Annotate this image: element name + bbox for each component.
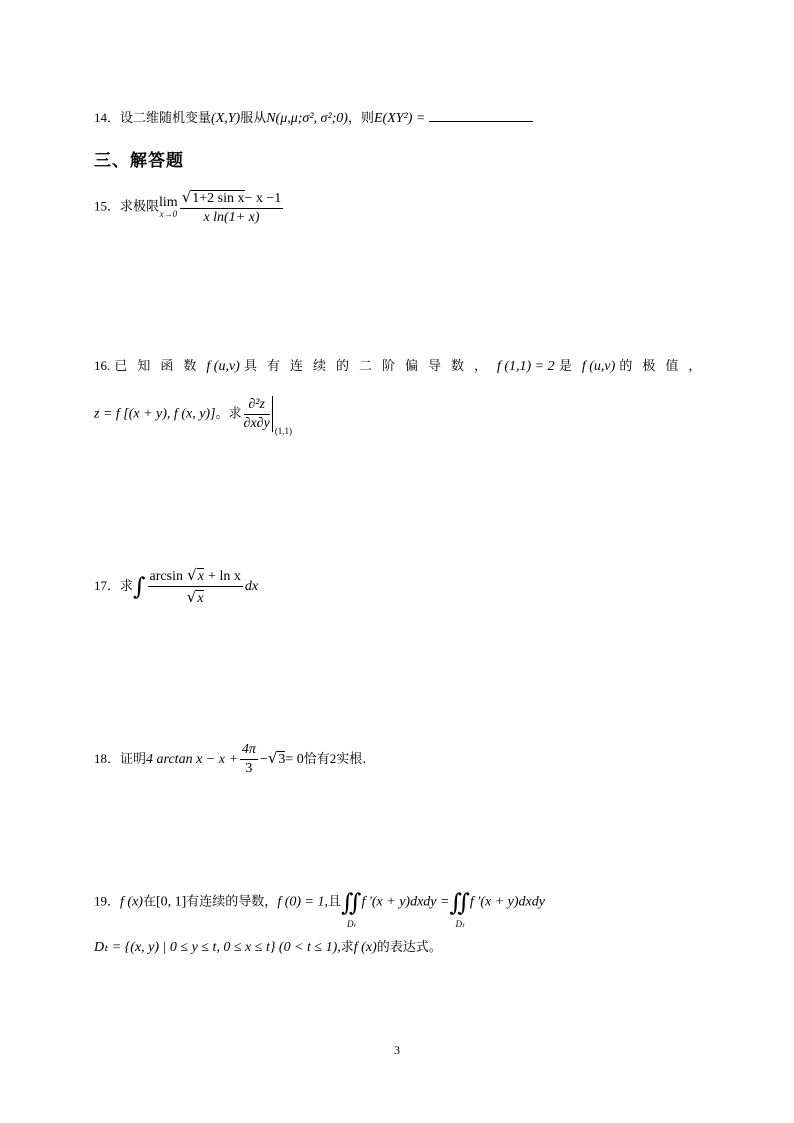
question-number: 17． [94, 578, 121, 593]
question-text: 求极限 [120, 199, 160, 215]
question-16 [94, 355, 711, 375]
pi-fraction: $\frac{4\pi}{3}$ [241, 742, 256, 776]
question-text: 的极值， [619, 359, 712, 374]
question-text: 。求 [215, 406, 242, 422]
question-text: ，则 [347, 111, 374, 126]
question-text: 求 [120, 579, 134, 594]
math-expr: (X,Y) [211, 111, 241, 126]
question-number: 18． [94, 751, 121, 766]
math-expr: dx [244, 579, 259, 594]
math-expr: Dₜ = {(x, y) | 0 ≤ y ≤ t, 0 ≤ x ≤ t} (0 < t ≤ 1), [94, 940, 341, 955]
double-integral-1: ∬ Dₜ [341, 888, 362, 929]
limit-fraction: $\frac{\text{√1+2 sin x− x −1}}{\text{x ln(1+ x)}}$ [181, 188, 282, 225]
question-19 [94, 888, 545, 929]
question-text: 恰有 [303, 752, 330, 767]
page-number: 3 [394, 1043, 400, 1057]
answer-blank [429, 109, 533, 122]
question-18 [94, 742, 366, 777]
math-expr: = 0 [285, 752, 304, 767]
math-expr: f (u,v) [206, 359, 240, 374]
math-expr: E(XY²) = [373, 111, 426, 126]
question-16-line2 [94, 396, 297, 436]
evaluation-bar: (1,1) [272, 396, 297, 432]
math-expr: f (u,v) [581, 359, 616, 374]
question-text: 的表达式。 [376, 940, 442, 955]
integrand-fraction: $\frac{\text{arcsin √x + ln x}}{√x}$ [149, 566, 241, 606]
math-expr: f (1,1) = 2 [497, 359, 555, 374]
question-text: 在 [142, 894, 156, 910]
question-17 [94, 566, 258, 607]
math-expr: 4 arctan x − x + [146, 752, 238, 767]
question-number: 16. [94, 358, 111, 373]
question-text: 设二维随机变量 [120, 111, 212, 126]
question-text: 服从 [240, 111, 267, 126]
integral-sign: ∫ [133, 572, 146, 601]
double-integral-2: ∬ Dₜ [449, 888, 470, 929]
question-number: 15． [94, 198, 121, 214]
math-expr: [0, 1] [155, 894, 187, 910]
question-text: 实根. [336, 752, 367, 767]
question-text: 证明 [120, 752, 147, 767]
math-expr: f (x) [353, 940, 377, 955]
question-14 [94, 107, 533, 127]
math-expr: f (x) [120, 894, 143, 910]
partial-derivative-fraction: $\frac{\text{∂²z}}{\partial x\partial y}$ [243, 396, 270, 431]
question-number: 19． [94, 893, 121, 909]
question-text: 求 [340, 940, 354, 955]
question-number: 14． [94, 110, 121, 125]
question-text: 有连续的导数， [186, 894, 278, 910]
section-heading: 三、解答题 [94, 151, 184, 171]
question-text: 已知函数 [114, 359, 207, 374]
limit-operator: lim x→0 [159, 194, 178, 219]
sqrt-sign: √ [267, 749, 278, 767]
question-text: 且 [327, 894, 341, 910]
question-15 [94, 188, 285, 226]
root-count: 2 [329, 751, 337, 766]
question-text: 具有连续的二阶偏导数， [243, 359, 497, 374]
math-expr: f ′(x + y)dxdy = [361, 894, 450, 910]
question-19-line2 [94, 936, 442, 956]
math-expr: f (0) = 1, [277, 894, 328, 910]
math-expr: z = f [(x + y), f (x, y)] [94, 406, 216, 422]
math-expr: f ′(x + y)dxdy [469, 894, 545, 910]
math-expr: N(μ,μ;σ², σ²;0) [266, 111, 348, 126]
math-expr: − [259, 752, 268, 767]
sqrt-argument: 3 [278, 752, 286, 767]
question-text: 是 [558, 359, 582, 374]
